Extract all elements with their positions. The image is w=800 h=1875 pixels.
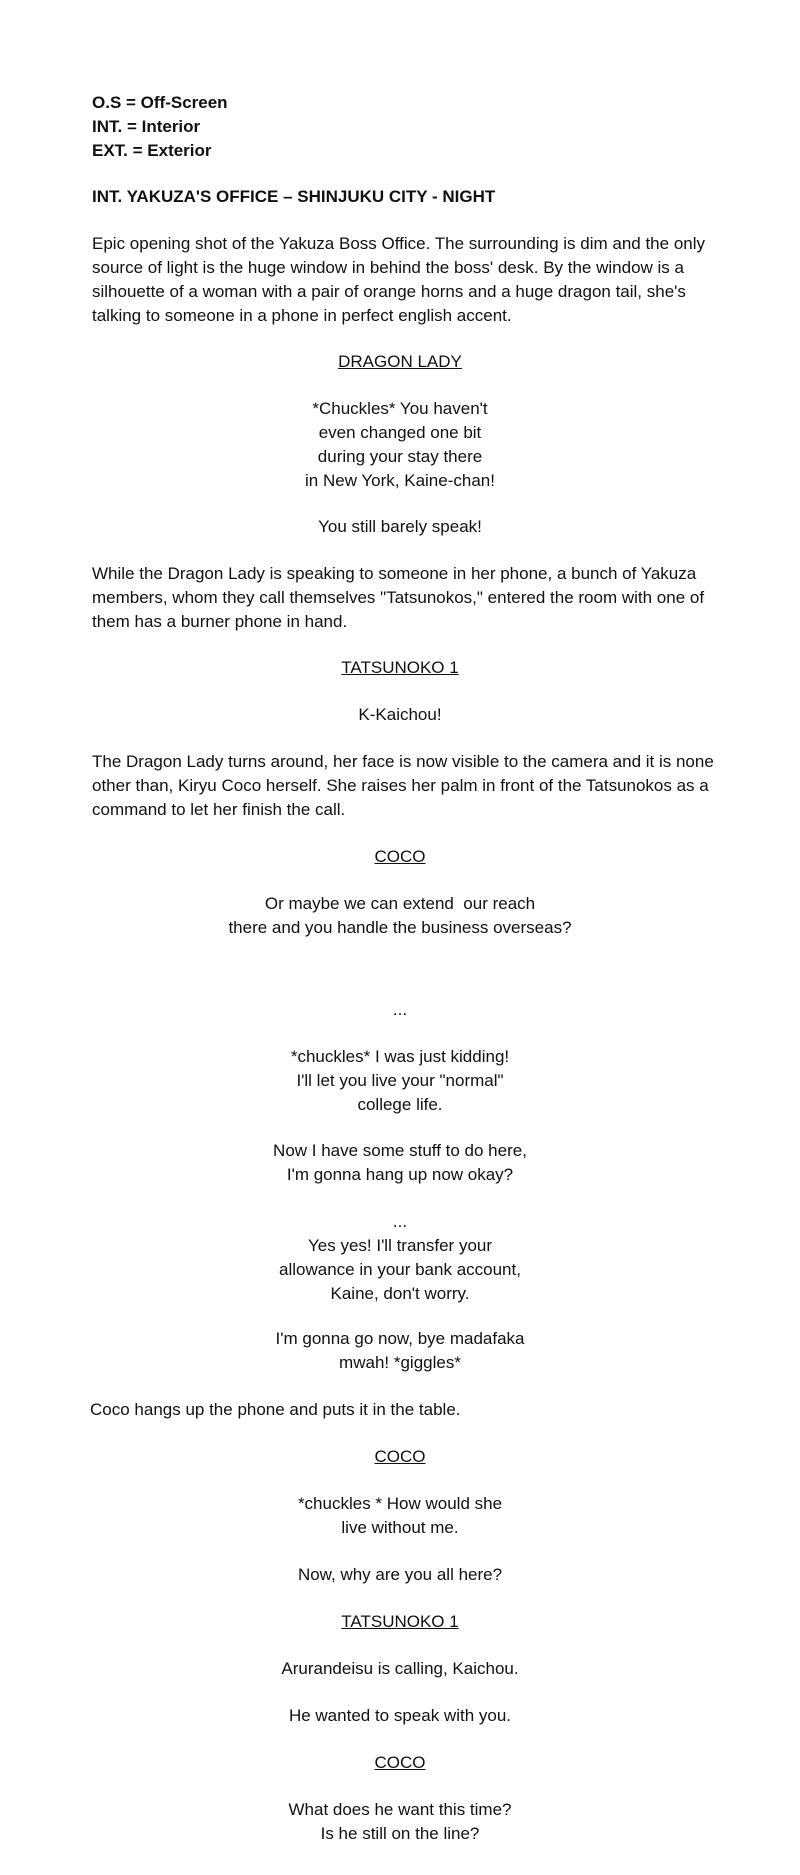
dialogue-block (0, 397, 800, 493)
action-line: While the Dragon Lady is speaking to someone in her phone, a bunch of Yakuza (92, 564, 697, 583)
dialogue-line: there and you handle the business overseas? (228, 918, 572, 937)
dialogue-block (0, 1327, 800, 1375)
dialogue-line: I'm gonna hang up now okay? (286, 1165, 514, 1184)
dialogue-line: in New York, Kaine-chan! (305, 471, 495, 490)
character-name-coco: COCO (374, 847, 426, 866)
dialogue-line: Or maybe we can extend our reach (264, 894, 536, 913)
dialogue-line: Arurandeisu is calling, Kaichou. (281, 1659, 519, 1678)
action-line: Epic opening shot of the Yakuza Boss Office. The surrounding is dim and the only (92, 234, 706, 253)
abbreviation-int: INT. = Interior (92, 117, 201, 136)
dialogue-block (0, 1563, 800, 1587)
action-line: other than, Kiryu Coco herself. She raises her palm in front of the Tatsunokos as a (92, 776, 709, 795)
dialogue-block (0, 1492, 800, 1540)
dialogue-line: You still barely speak! (318, 517, 482, 536)
action-line: The Dragon Lady turns around, her face is now visible to the camera and it is none (92, 752, 714, 771)
action-paragraph-3 (92, 750, 716, 822)
dialogue-block (0, 1139, 800, 1187)
character-name-tatsunoko-1: TATSUNOKO 1 (341, 1612, 459, 1631)
dialogue-line: college life. (357, 1095, 443, 1114)
action-line: source of light is the huge window in behind the boss' desk. By the window is a (92, 258, 684, 277)
dialogue-line: during your stay there (317, 447, 483, 466)
dialogue-line: *chuckles* I was just kidding! (290, 1047, 510, 1066)
dialogue-block (0, 1704, 800, 1728)
action-paragraph-4 (90, 1398, 714, 1422)
scene-heading: INT. YAKUZA'S OFFICE – SHINJUKU CITY - NIGHT (92, 187, 496, 206)
dialogue-block (0, 703, 800, 727)
action-line: members, whom they call themselves "Tatsunokos," entered the room with one of (92, 588, 705, 607)
dialogue-block (0, 1657, 800, 1681)
character-name-dragon-lady: DRAGON LADY (338, 352, 462, 371)
dialogue-block (0, 1210, 800, 1306)
character-name-coco: COCO (374, 1753, 426, 1772)
dialogue-block (0, 515, 800, 539)
character-name-coco: COCO (374, 1447, 426, 1466)
dialogue-block (0, 998, 800, 1022)
action-line: Coco hangs up the phone and puts it in the table. (90, 1400, 461, 1419)
dialogue-line: *chuckles * How would she (297, 1494, 503, 1513)
dialogue-line: Yes yes! I'll transfer your (307, 1236, 493, 1255)
dialogue-line: live without me. (341, 1518, 459, 1537)
dialogue-line: allowance in your bank account, (279, 1260, 521, 1279)
dialogue-line: Is he still on the line? (320, 1824, 480, 1843)
dialogue-line: *Chuckles* You haven't (312, 399, 488, 418)
dialogue-line: What does he want this time? (288, 1800, 512, 1819)
dialogue-line: Now I have some stuff to do here, (273, 1141, 527, 1160)
dialogue-line: I'm gonna go now, bye madafaka (275, 1329, 525, 1348)
dialogue-line: I'll let you live your "normal" (296, 1071, 504, 1090)
dialogue-line: ... (392, 1000, 408, 1019)
character-name-tatsunoko-1: TATSUNOKO 1 (341, 658, 459, 677)
dialogue-line: Kaine, don't worry. (330, 1284, 470, 1303)
dialogue-line: even changed one bit (318, 423, 482, 442)
dialogue-block (0, 1045, 800, 1117)
abbreviations-legend (92, 91, 392, 163)
action-paragraph-1 (92, 232, 716, 328)
action-line: talking to someone in a phone in perfect english accent. (92, 306, 512, 325)
action-line: silhouette of a woman with a pair of orange horns and a huge dragon tail, she's (92, 282, 686, 301)
dialogue-block (0, 1798, 800, 1846)
action-paragraph-2 (92, 562, 716, 634)
dialogue-line: mwah! *giggles* (339, 1353, 461, 1372)
dialogue-block (0, 892, 800, 940)
action-line: command to let her finish the call. (92, 800, 346, 819)
action-line: them has a burner phone in hand. (92, 612, 348, 631)
abbreviation-ext: EXT. = Exterior (92, 141, 212, 160)
dialogue-line: He wanted to speak with you. (288, 1706, 512, 1725)
dialogue-line: Now, why are you all here? (297, 1565, 503, 1584)
dialogue-line: K-Kaichou! (358, 705, 442, 724)
abbreviation-os: O.S = Off-Screen (92, 93, 228, 112)
dialogue-line: ... (392, 1212, 408, 1231)
